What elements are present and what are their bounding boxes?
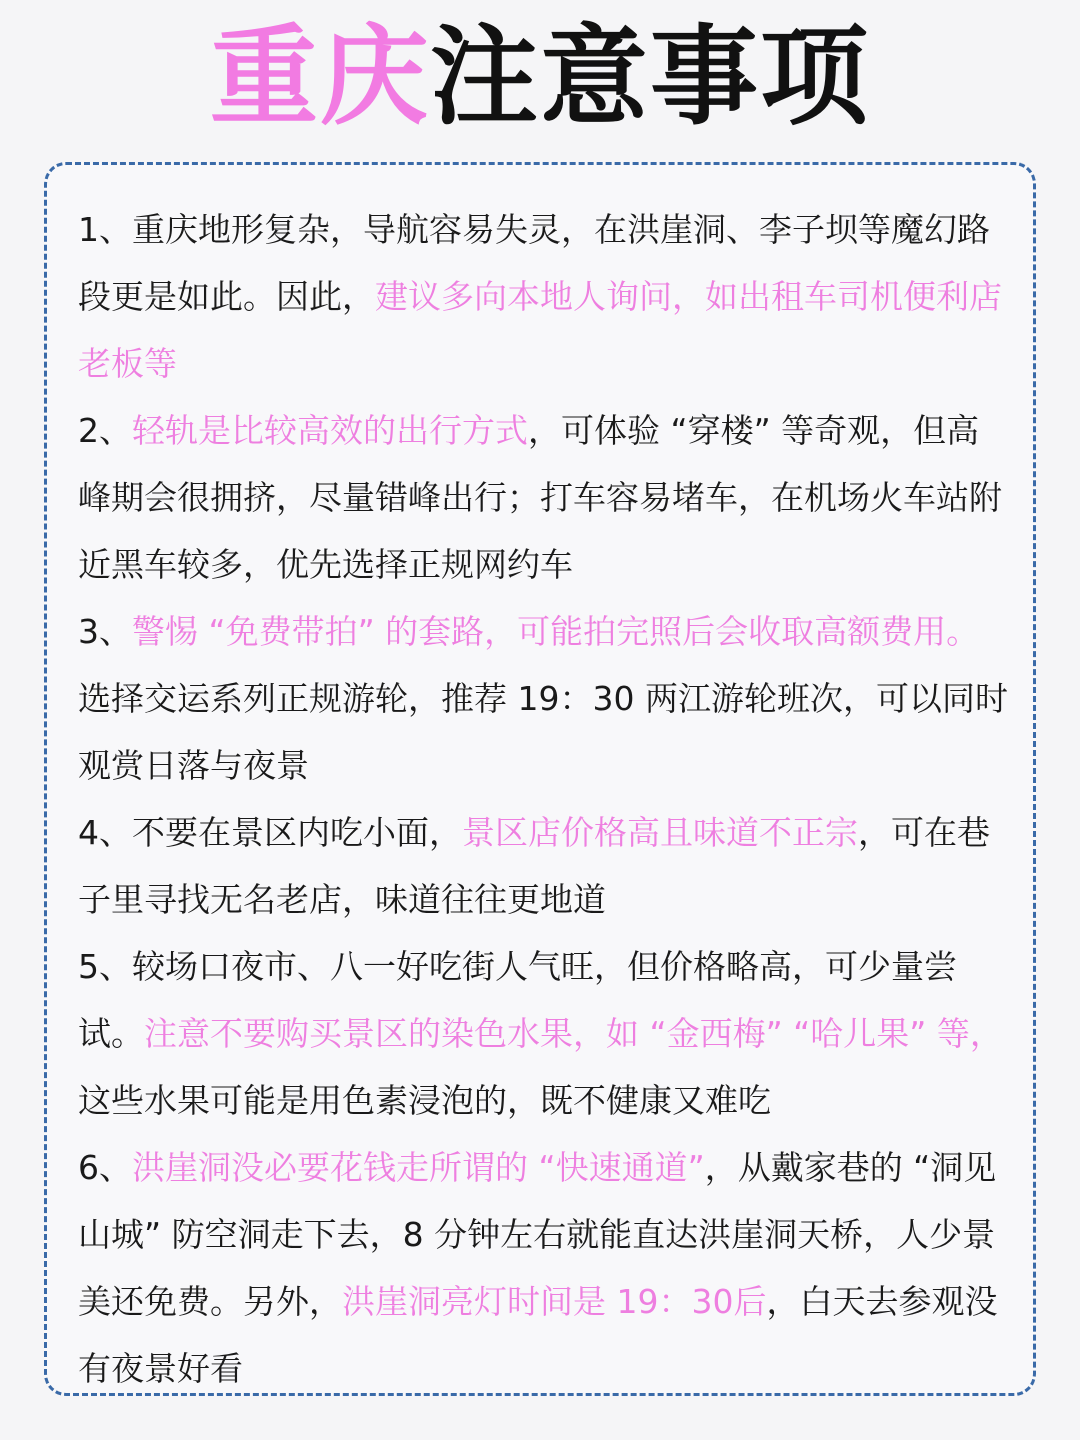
tip-text: 这些水果可能是用色素浸泡的，既不健康又难吃	[78, 1081, 771, 1120]
tip-highlight: 轻轨是比较高效的出行方式	[132, 411, 528, 450]
tip-text: 3、	[78, 612, 132, 651]
tip-highlight: 洪崖洞没必要花钱走所谓的 “快速通道”	[132, 1148, 705, 1187]
tip-text: ，可在巷子里寻找无名老店，味道往往更地道	[78, 813, 990, 919]
title-topic: 注意事项	[430, 15, 871, 140]
tip-text: ，从戴家巷的 “洞见山城” 防空洞走下去，8 分钟左右就能直达洪崖洞天桥，人少景美还免费。另外，	[78, 1148, 997, 1321]
tip-text: 4、不要在景区内吃小面，	[78, 813, 462, 852]
title-city: 重庆	[209, 15, 430, 140]
tip-item-5	[78, 933, 1008, 1134]
tip-text: 2、	[78, 411, 132, 450]
tip-item-2	[78, 397, 1008, 598]
tip-highlight: 注意不要购买景区的染色水果，如 “金西梅” “哈儿果” 等，	[144, 1014, 1003, 1053]
page-title	[0, 15, 1080, 140]
tip-item-3	[78, 598, 1008, 799]
tip-highlight: 洪崖洞亮灯时间是 19：30后	[342, 1282, 767, 1321]
tip-text: 5、较场口夜市、八一好吃街人气旺，但价格略高，可少量尝试。	[78, 947, 957, 1053]
tip-text: 1、重庆地形复杂，导航容易失灵，在洪崖洞、李子坝等魔幻路段更是如此。因此，	[78, 210, 990, 316]
tip-text: ，可体验 “穿楼” 等奇观，但高峰期会很拥挤，尽量错峰出行；打车容易堵车，在机场火车站附近黑车较多，优先选择正规网约车	[78, 411, 1002, 584]
tip-text: ，白天去参观没有夜景好看	[78, 1282, 998, 1388]
tips-list	[78, 196, 1008, 1402]
tip-text: 选择交运系列正规游轮，推荐 19：30 两江游轮班次，可以同时观赏日落与夜景	[78, 679, 1008, 785]
tip-item-6	[78, 1134, 1008, 1402]
tip-text: 6、	[78, 1148, 132, 1187]
tip-highlight: 建议多向本地人询问，如出租车司机便利店老板等	[78, 277, 1002, 383]
tip-item-1	[78, 196, 1008, 397]
tip-highlight: 警惕 “免费带拍” 的套路，可能拍完照后会收取高额费用。	[132, 612, 980, 651]
tip-item-4	[78, 799, 1008, 933]
tip-highlight: 景区店价格高且味道不正宗	[462, 813, 858, 852]
